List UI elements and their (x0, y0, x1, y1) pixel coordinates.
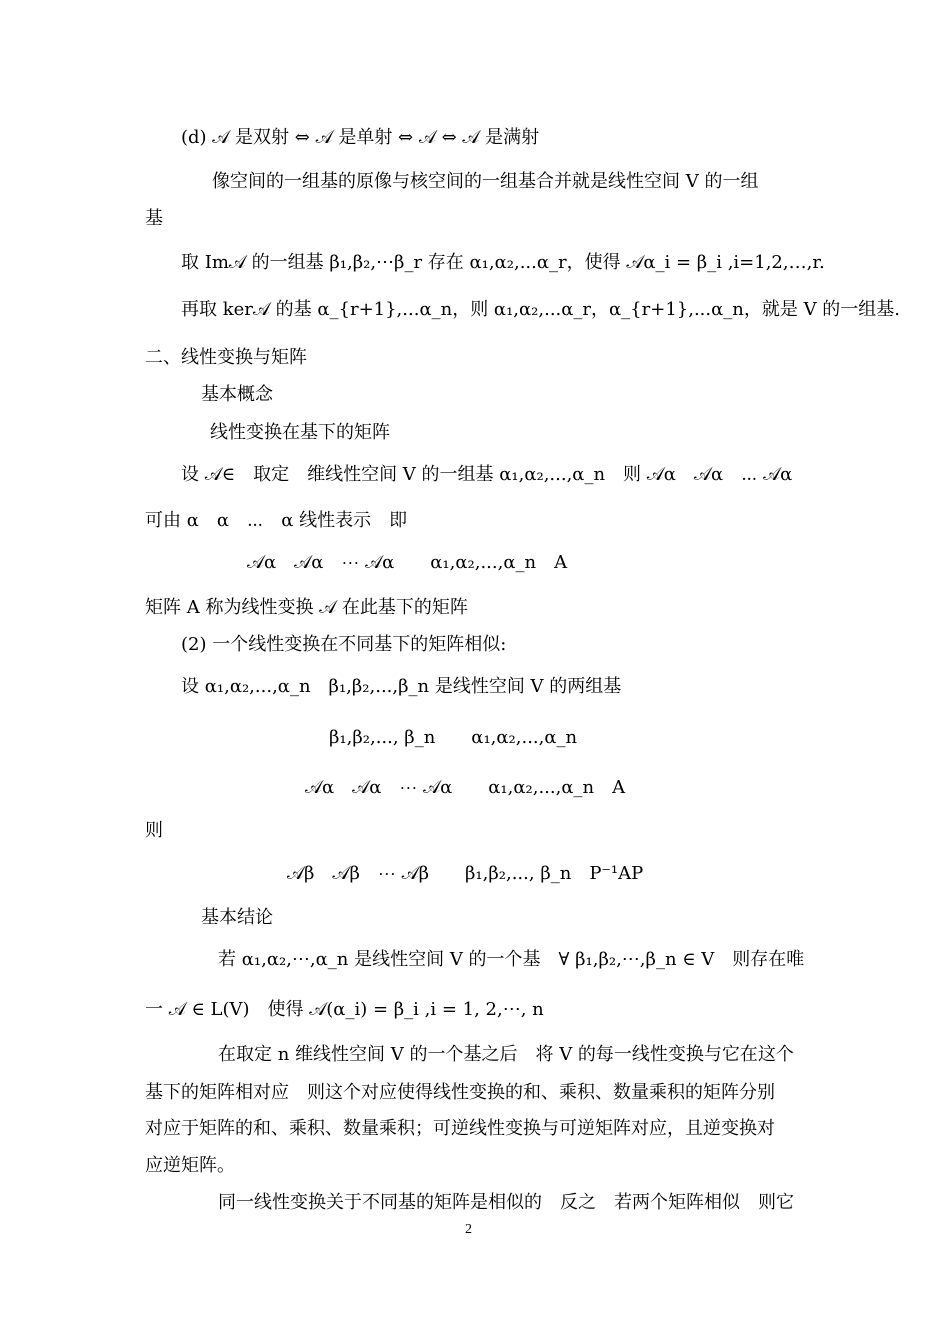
text-line-2: 像空间的一组基的原像与核空间的一组基合并就是线性空间 V 的一组 (212, 171, 759, 192)
text-line-22: 在取定 n 维线性空间 V 的一个基之后 将 V 的每一线性变换与它在这个 (218, 1044, 794, 1065)
text-line-17: 则 (145, 820, 163, 841)
subheading-basic-conclusion: 基本结论 (201, 907, 273, 928)
text-line-3: 基 (145, 208, 163, 229)
text-line-4: 取 Im𝒜 的一组基 β₁,β₂,⋯β_r 存在 α₁,α₂,...α_r，使得 𝒜α_i = β_i ,i=1,2,…,r. (181, 252, 825, 273)
section-heading: 二、线性变换与矩阵 (145, 347, 307, 368)
subheading-matrix-under-basis: 线性变换在基下的矩阵 (210, 422, 390, 443)
text-line-14: 设 α₁,α₂,...,α_n β₁,β₂,...,β_n 是线性空间 V 的两组基 (181, 676, 622, 697)
text-line-24: 对应于矩阵的和、乘积、数量乘积；可逆线性变换与可逆矩阵对应，且逆变换对 (145, 1118, 775, 1139)
text-line-5: 再取 ker𝒜 的基 α_{r+1},...α_n，则 α₁,α₂,...α_r，α_{r+1},...α_n，就是 V 的一组基. (181, 299, 901, 320)
text-line-21: 一 𝒜 ∈ L(V) 使得 𝒜(α_i) = β_i ,i = 1, 2,⋯, n (145, 999, 544, 1020)
text-line-10: 可由 α α ⋯ α 线性表示 即 (145, 510, 408, 531)
text-line-23: 基下的矩阵相对应 则这个对应使得线性变换的和、乘积、数量乘积的矩阵分别 (145, 1082, 775, 1103)
page-number: 2 (465, 1222, 472, 1237)
text-line-1: (d) 𝒜 是双射 ⇔ 𝒜 是单射 ⇔ 𝒜 ⇔ 𝒜 是满射 (181, 127, 540, 148)
formula-line-3: 𝒜α 𝒜α ⋯ 𝒜α α₁,α₂,...,α_n A (305, 777, 626, 798)
text-line-20: 若 α₁,α₂,⋯,α_n 是线性空间 V 的一个基 ∀ β₁,β₂,⋯,β_n ∈ V 则存在唯 (218, 949, 805, 970)
formula-line-2: β₁,β₂,..., β_n α₁,α₂,...,α_n (329, 727, 578, 748)
text-line-12: 矩阵 A 称为线性变换 𝒜 在此基下的矩阵 (145, 597, 468, 618)
text-line-25: 应逆矩阵。 (145, 1155, 235, 1176)
text-line-13: (2) 一个线性变换在不同基下的矩阵相似: (181, 634, 507, 655)
subheading-basic-concepts: 基本概念 (201, 384, 273, 405)
text-line-26: 同一线性变换关于不同基的矩阵是相似的 反之 若两个矩阵相似 则它 (218, 1192, 794, 1213)
formula-line-1: 𝒜α 𝒜α ⋯ 𝒜α α₁,α₂,...,α_n A (247, 552, 568, 573)
text-line-9: 设 𝒜∈ 取定 维线性空间 V 的一组基 α₁,α₂,...,α_n 则 𝒜α 𝒜α ⋯ 𝒜α (181, 464, 793, 485)
formula-line-4: 𝒜β 𝒜β ⋯ 𝒜β β₁,β₂,..., β_n P⁻¹AP (287, 863, 644, 884)
